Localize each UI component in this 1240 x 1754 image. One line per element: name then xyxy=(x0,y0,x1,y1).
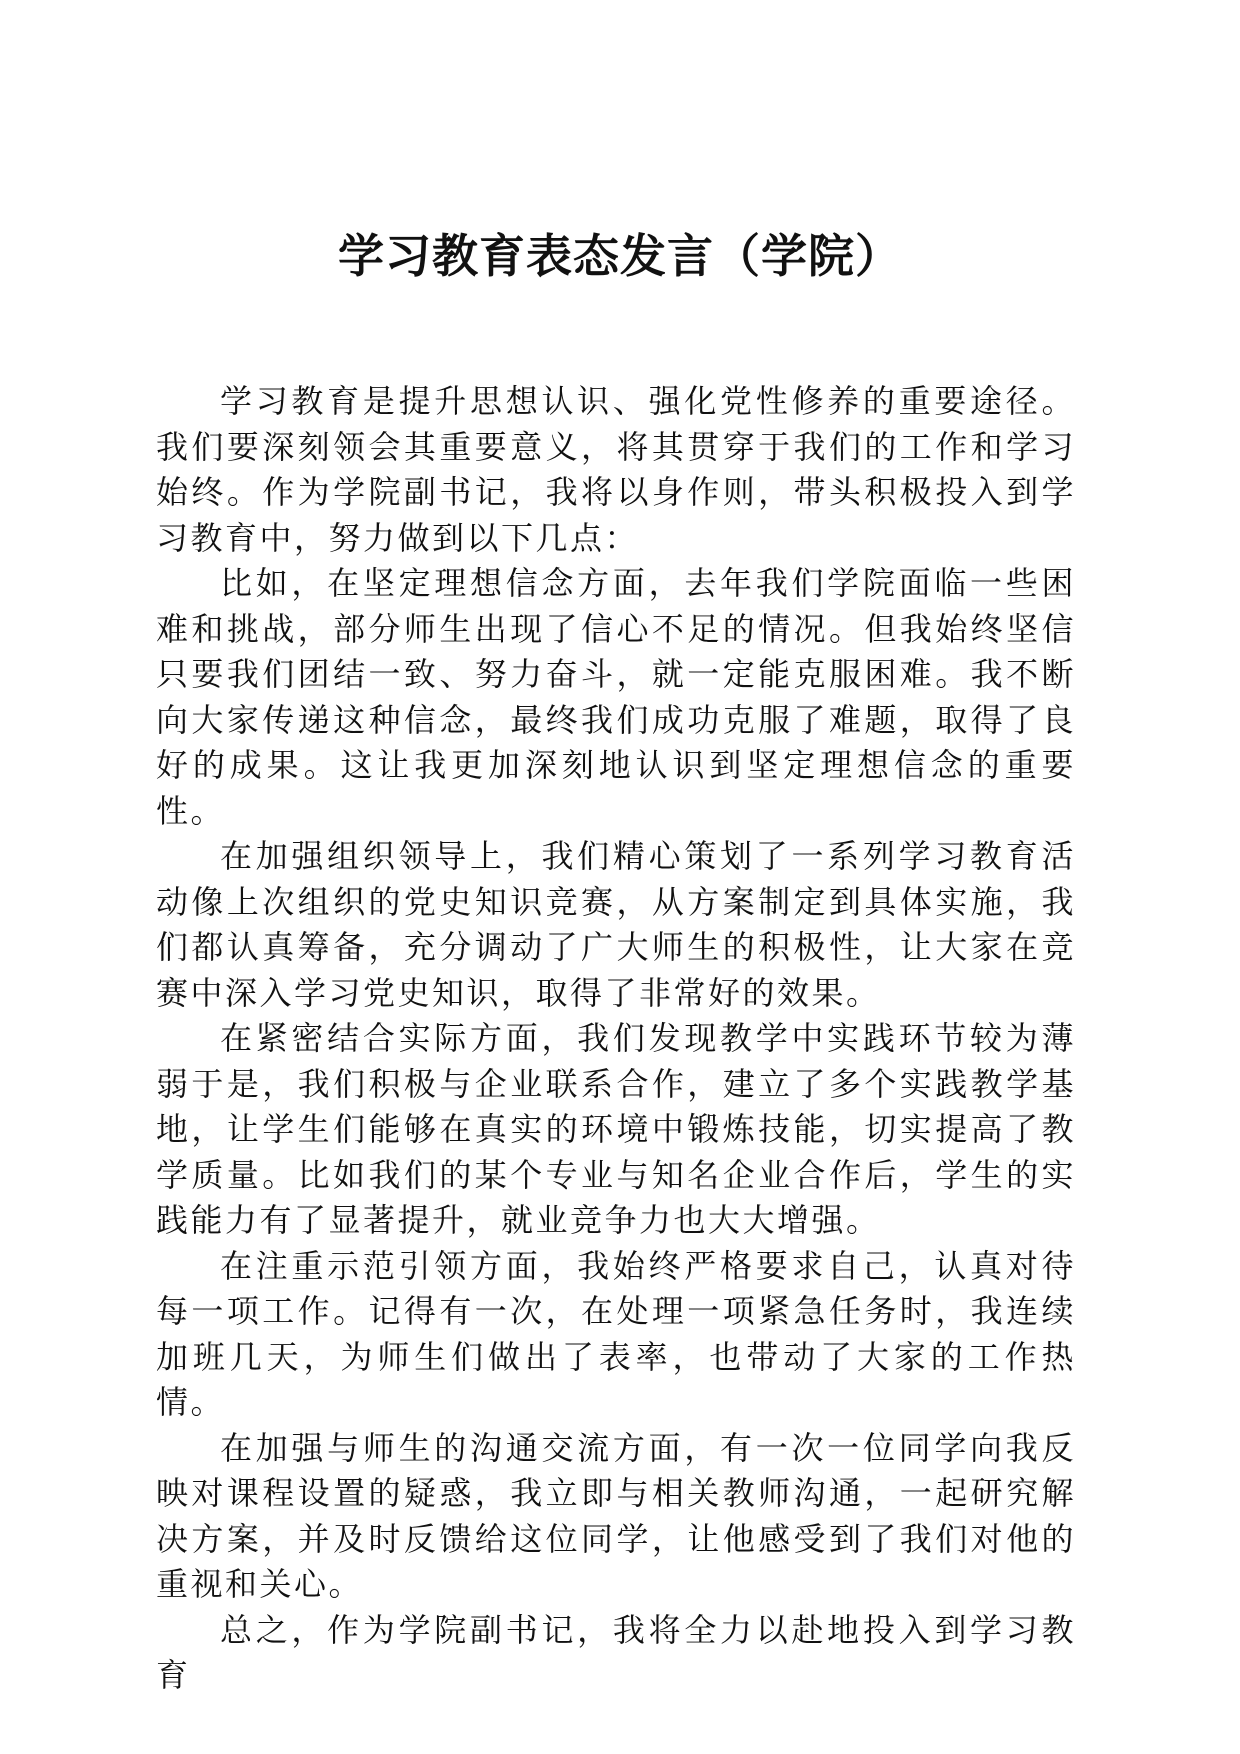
paragraph: 总之，作为学院副书记，我将全力以赴地投入到学习教育 xyxy=(156,1610,1076,1694)
paragraph: 在注重示范引领方面，我始终严格要求自己，认真对待每一项工作。记得有一次，在处理一项紧急任务时，我连续加班几天，为师生们做出了表率，也带动了大家的工作热情。 xyxy=(156,1246,1076,1421)
paragraph: 比如，在坚定理想信念方面，去年我们学院面临一些困难和挑战，部分师生出现了信心不足的情况。但我始终坚信只要我们团结一致、努力奋斗，就一定能克服困难。我不断向大家传递这种信念，最终我们成功克服了难题，取得了良好的成果。这让我更加深刻地认识到坚定理想信念的重要性。 xyxy=(156,564,1076,830)
paragraph: 学习教育是提升思想认识、强化党性修养的重要途径。我们要深刻领会其重要意义，将其贯穿于我们的工作和学习始终。作为学院副书记，我将以身作则，带头积极投入到学习教育中，努力做到以下几点： xyxy=(156,382,1076,557)
document-body xyxy=(156,379,1076,1699)
paragraph: 在加强组织领导上，我们精心策划了一系列学习教育活动像上次组织的党史知识竞赛，从方案制定到具体实施，我们都认真筹备，充分调动了广大师生的积极性，让大家在竞赛中深入学习党史知识，取得了非常好的效果。 xyxy=(156,837,1076,1012)
paragraph: 在加强与师生的沟通交流方面，有一次一位同学向我反映对课程设置的疑惑，我立即与相关教师沟通，一起研究解决方案，并及时反馈给这位同学，让他感受到了我们对他的重视和关心。 xyxy=(156,1428,1076,1603)
document-title: 学习教育表态发言（学院） xyxy=(338,229,902,283)
paragraph: 在紧密结合实际方面，我们发现教学中实践环节较为薄弱于是，我们积极与企业联系合作，建立了多个实践教学基地，让学生们能够在真实的环境中锻炼技能，切实提高了教学质量。比如我们的某个专业与知名企业合作后，学生的实践能力有了显著提升，就业竞争力也大大增强。 xyxy=(156,1019,1076,1239)
